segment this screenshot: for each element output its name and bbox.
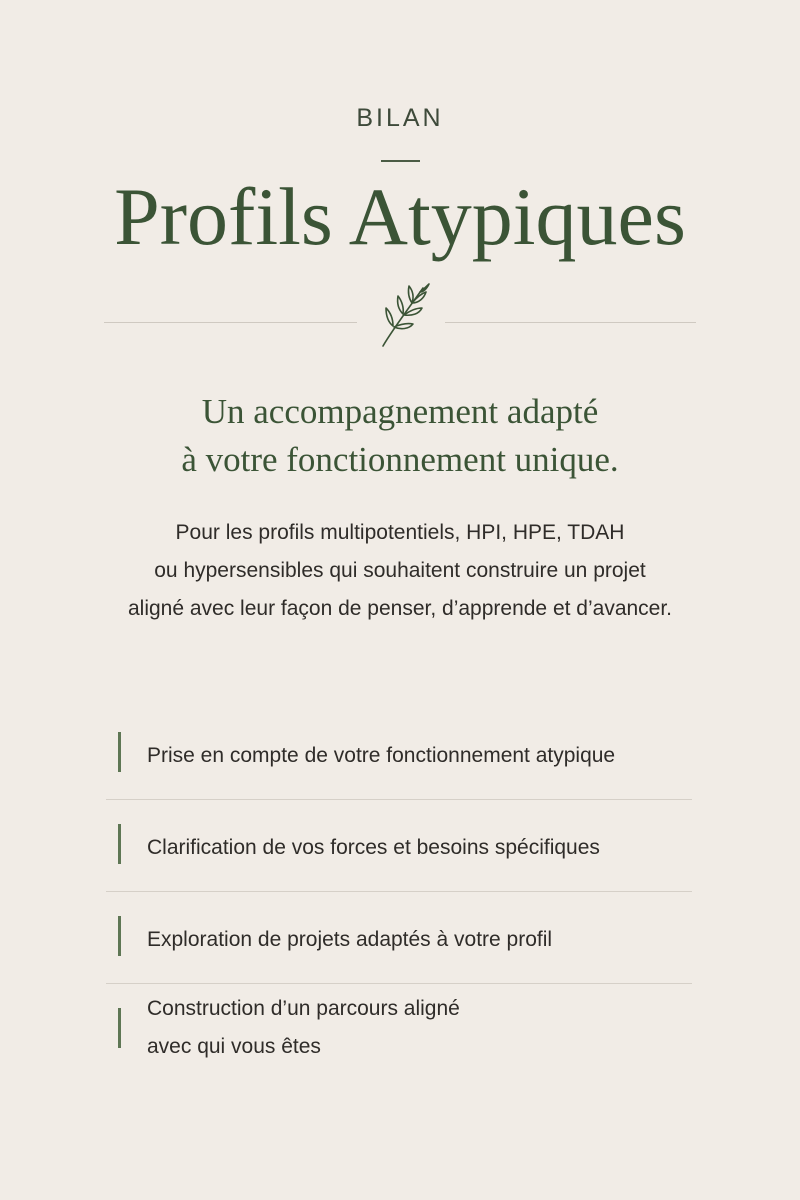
eyebrow-rule: [381, 160, 420, 162]
item-accent-bar: [118, 732, 121, 772]
item-accent-bar: [118, 1008, 121, 1048]
page-title: Profils Atypiques: [114, 171, 686, 262]
list-item-text: [147, 990, 677, 1066]
subtitle-line-2: à votre fonctionnement unique.: [181, 440, 619, 479]
list-item-text: Clarification de vos forces et besoins spécifiques: [147, 836, 600, 859]
divider-left: [104, 322, 357, 323]
intro-line-2: ou hypersensibles qui souhaitent construire un projet: [154, 559, 646, 582]
list-item-text: Prise en compte de votre fonctionnement atypique: [147, 744, 616, 767]
list-item: [106, 984, 692, 1076]
eyebrow-label: BILAN: [356, 104, 444, 132]
subtitle: [0, 388, 800, 484]
list-item: [106, 892, 692, 984]
subtitle-line-1: Un accompagnement adapté: [201, 392, 599, 431]
feature-list: [106, 708, 692, 1076]
leaf-sprig-icon: [373, 282, 431, 350]
intro-line-3: aligné avec leur façon de penser, d’apprende et d’avancer.: [127, 597, 673, 620]
list-item-line-1: Construction d’un parcours aligné: [147, 997, 460, 1020]
list-item-line-2: avec qui vous êtes: [147, 1035, 321, 1058]
list-item: [106, 708, 692, 800]
item-accent-bar: [118, 916, 121, 956]
intro-line-1: Pour les profils multipotentiels, HPI, HPE, TDAH: [175, 521, 625, 544]
intro-paragraph: [60, 514, 740, 628]
list-item: [106, 800, 692, 892]
item-accent-bar: [118, 824, 121, 864]
list-item-text: Exploration de projets adaptés à votre profil: [147, 928, 553, 951]
divider-right: [445, 322, 696, 323]
